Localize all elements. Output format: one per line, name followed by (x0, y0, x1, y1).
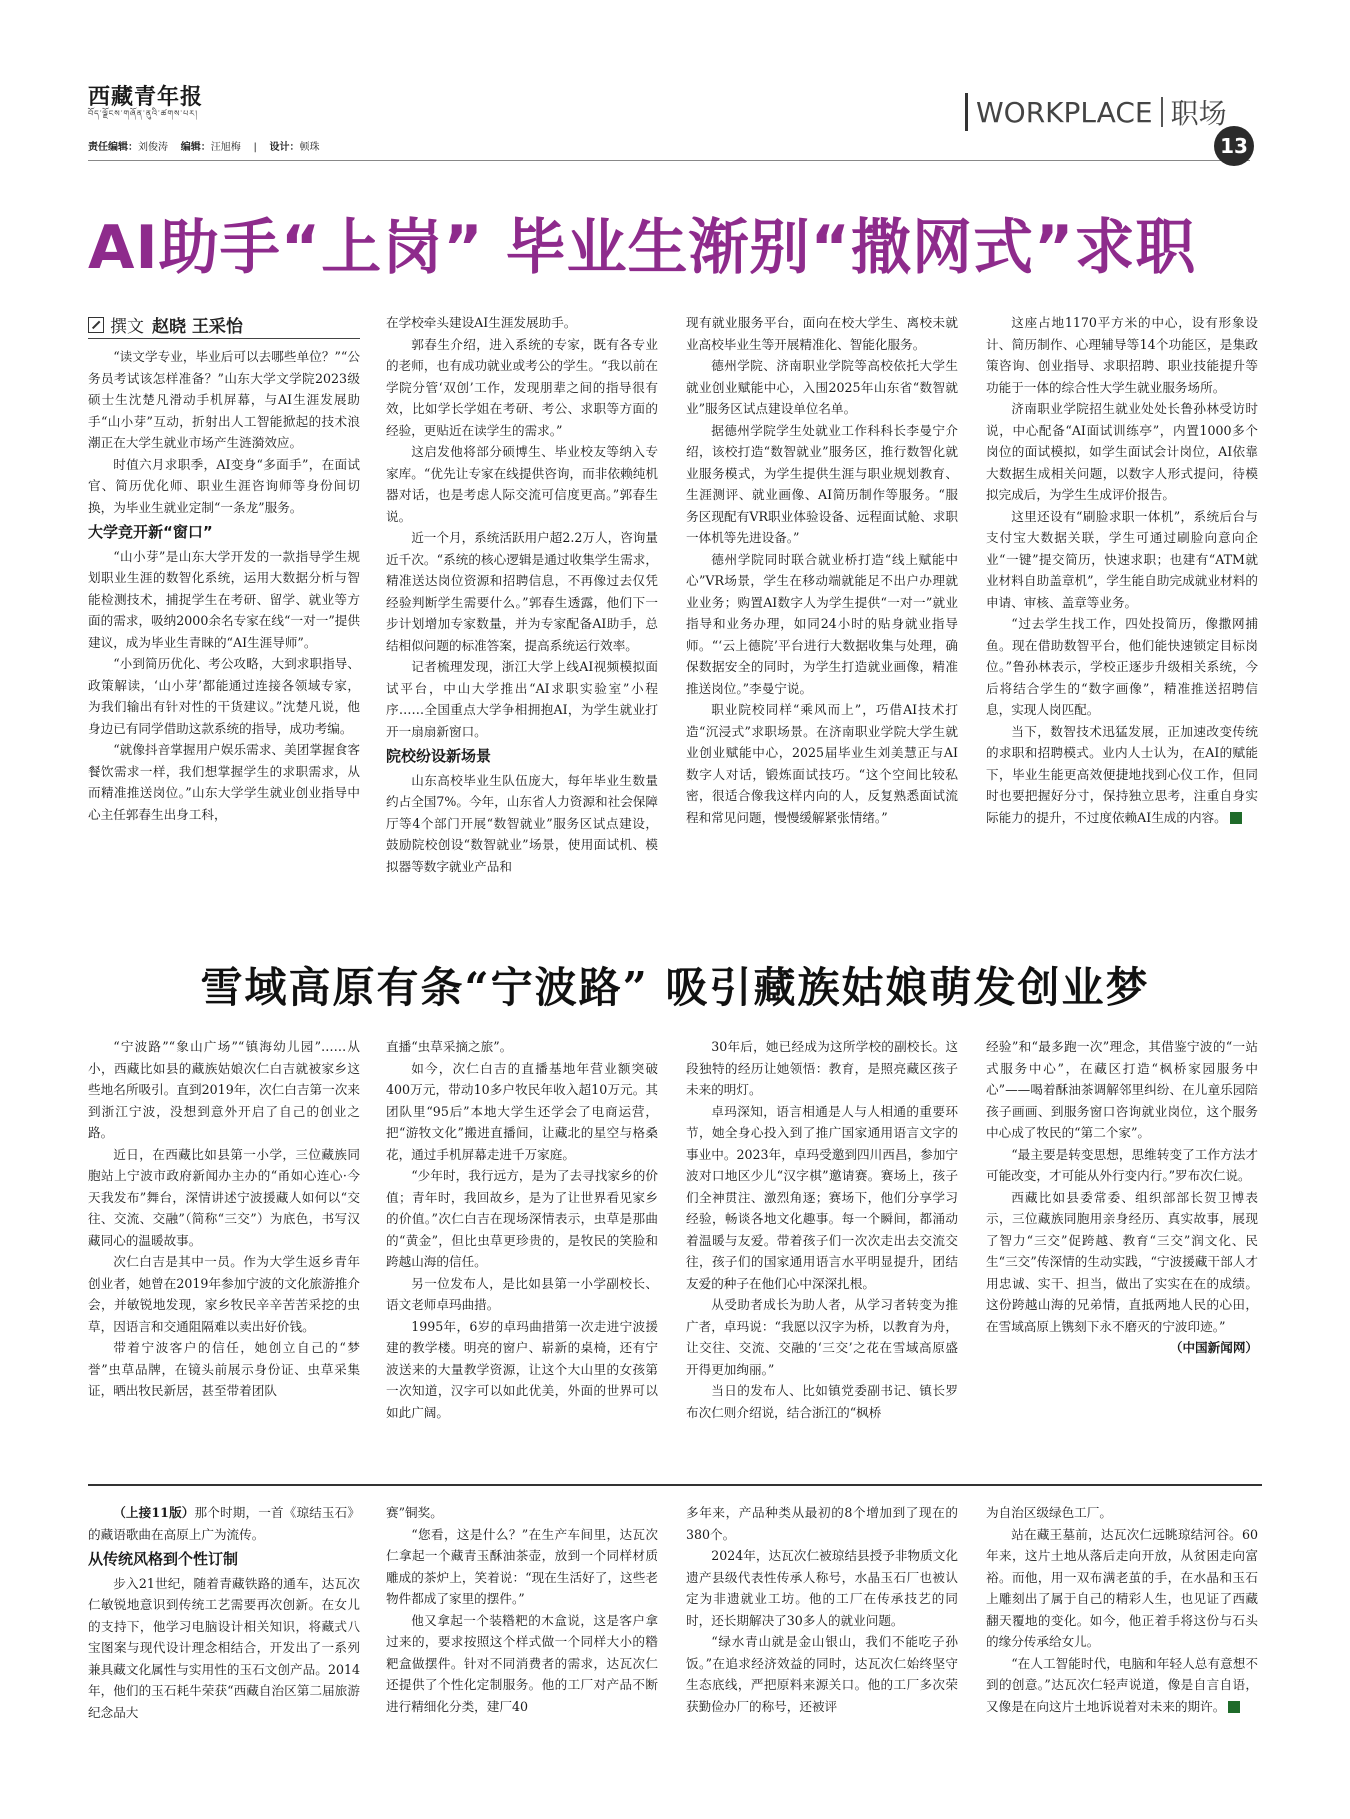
paragraph: 郭春生介绍，进入系统的专家，既有各专业的老师，也有成功就业或考公的学生。“我以前在学院分管‘双创’工作，发现朋辈之间的指导很有效，比如学长学姐在考研、考公、求职等方面的经验，更贴近在读学生的需求。” (386, 336, 658, 438)
paragraph (986, 721, 1258, 829)
paragraph: 职业院校同样“乘风而上”，巧借AI技术打造“沉浸式”求职场景。在济南职业学院大学生就业创业赋能中心，2025届毕业生刘美慧正与AI数字人对话，锻炼面试技巧。“这个空间比较私密，很适合像我这样内向的人，反复熟悉面试流程和常见问题，慢慢缓解紧张情绪。” (686, 702, 958, 825)
paragraph: “少年时，我行远方，是为了去寻找家乡的价值；青年时，我回故乡，是为了让世界看见家乡的价值。”次仁白吉在现场深情表示，虫草是那曲的“黄金”，但比虫草更珍贵的，是牧民的笑脸和跨越山海的信任。 (386, 1168, 658, 1269)
paragraph (986, 1653, 1258, 1718)
section-header (965, 93, 1227, 131)
subheading: 从传统风格到个性订制 (88, 1550, 239, 1568)
article2-column-1 (88, 1036, 360, 1466)
paragraph: 次仁白吉是其中一员。作为大学生返乡青年创业者，她曾在2019年参加宁波的文化旅游推介会，并敏锐地发现，家乡牧民辛辛苦苦采挖的虫草，因语言和交通阻隔难以卖出好价钱。 (88, 1254, 360, 1334)
end-mark-icon (1228, 1701, 1240, 1713)
article1-column-3 (686, 312, 958, 929)
section-divider (88, 1484, 1262, 1486)
section-bar (965, 93, 968, 131)
paragraph: “就像抖音掌握用户娱乐需求、美团掌握食客餐饮需求一样，我们想掌握学生的求职需求，从而精准推送岗位。”山东大学学生就业创业指导中心主任郭春生出身工科， (88, 742, 360, 822)
masthead-title: 西藏青年报 (88, 84, 204, 110)
paragraph: 从受助者成长为助人者，从学习者转变为推广者，卓玛说：“我愿以汉字为桥，以教育为舟，让交往、交流、交融的‘三交’之花在雪域高原盛开得更加绚丽。” (686, 1297, 958, 1377)
article2-column-3 (686, 1036, 958, 1466)
paragraph: “小到简历优化、考公攻略，大到求职指导、政策解读，‘山小芽’都能通过连接各领域专家，为我们输出有针对性的干货建议。”沈楚凡说，他身边已有同学借助这款系统的指导，成功考编。 (88, 656, 360, 736)
paragraph: “读文学专业，毕业后可以去哪些单位？”“公务员考试该怎样准备？”山东大学文学院2023级硕士生沈楚凡滑动手机屏幕，与AI生涯发展助手“山小芽”互动，折射出人工智能掀起的技术浪潮正在大学生就业市场产生涟漪效应。 (88, 349, 360, 450)
section-name-en: WORKPLACE (976, 95, 1153, 129)
credits (88, 138, 320, 153)
byline-label: 撰文 (110, 317, 144, 337)
paragraph: 济南职业学院招生就业处处长鲁孙林受访时说，中心配备“AI面试训练亭”，内置1000多个岗位的面试模拟，如学生面试会计岗位，AI依靠大数据生成相关问题，以数字人形式提问，待模拟完成后，为学生生成评价报告。 (986, 401, 1258, 502)
byline-names: 赵晓 王采怡 (152, 317, 243, 337)
article3-column-3 (686, 1502, 958, 1802)
paragraph (88, 1502, 360, 1545)
end-mark-icon (1230, 812, 1242, 824)
article1-column-4 (986, 312, 1258, 929)
copyeditor-label: 编辑： (180, 142, 211, 153)
paragraph: 现有就业服务平台，面向在校大学生、离校未就业高校毕业生等开展精准化、智能化服务。 (686, 315, 958, 352)
article3-column-4 (986, 1502, 1258, 1802)
continued-tag: （上接11版） (113, 1505, 195, 1520)
paragraph: 当日的发布人、比如镇党委副书记、镇长罗布次仁则介绍说，结合浙江的“枫桥 (686, 1383, 958, 1420)
paragraph: 记者梳理发现，浙江大学上线AI视频模拟面试平台，中山大学推出“AI求职实验室”小程序……全国重点大学争相拥抱AI，为学生就业打开一扇扇新窗口。 (386, 659, 658, 739)
paragraph: 他又拿起一个装糌粑的木盒说，这是客户拿过来的，要求按照这个样式做一个同样大小的糌粑盒做摆件。针对不同消费者的需求，达瓦次仁还提供了个性化定制服务。他的工厂对产品不断进行精细化分类，建厂40 (386, 1612, 658, 1714)
copyeditor: 汪旭梅 (210, 142, 241, 153)
subheading: 大学竞开新“窗口” (88, 523, 213, 541)
paragraph: “过去学生找工作，四处投简历，像撒网捕鱼。现在借助数智平台，他们能快速锁定目标岗位。”鲁孙林表示，学校正逐步升级相关系统，今后将结合学生的“数字画像”，精准推送招聘信息，实现人岗匹配。 (986, 616, 1258, 717)
article1-byline (88, 312, 243, 337)
article3-column-1 (88, 1502, 360, 1802)
paragraph: 另一位发布人，是比如县第一小学副校长、语文老师卓玛曲措。 (386, 1275, 658, 1312)
page-number: 13 (1214, 126, 1254, 166)
paragraph: 多年来，产品种类从最初的8个增加到了现在的380个。 (686, 1505, 958, 1542)
masthead-subtitle: བོད་ལྗོངས་གཞོན་ནུའི་ཚགས་པར། (88, 109, 198, 118)
paragraph: “山小芽”是山东大学开发的一款指导学生规划职业生涯的数智化系统，运用大数据分析与智能检测技术，捕捉学生在考研、留学、就业等方面的需求，吸纳2000余名专家在线“一对一”提供建议，成为毕业生青睐的“AI生涯导师”。 (88, 548, 360, 650)
paragraph: “您看，这是什么？”在生产车间里，达瓦次仁拿起一个藏青玉酥油茶壶，放到一个同样材质雕成的茶炉上，笑着说：“现在生活好了，这些老物件都成了家里的摆件。” (386, 1526, 658, 1606)
paragraph: 这启发他将部分硕博生、毕业校友等纳入专家库。“优先让专家在线提供咨询，而非依赖纯机器对话，也是考虑人际交流可信度更高。”郭春生说。 (386, 444, 658, 524)
paragraph: 直播“虫草采摘之旅”。 (386, 1039, 513, 1054)
paragraph: 德州学院、济南职业学院等高校依托大学生就业创业赋能中心，入围2025年山东省“数智就业”服务区试点建设单位名单。 (686, 358, 958, 416)
pen-icon (88, 317, 104, 333)
paragraph: “绿水青山就是金山银山，我们不能吃子孙饭。”在追求经济效益的同时，达瓦次仁始终坚守生态底线，严把原料来源关口。他的工厂多次荣获勤俭办厂的称号，还被评 (686, 1634, 958, 1714)
paragraph: 2024年，达瓦次仁被琼结县授予非物质文化遗产县级代表性传承人称号，水晶玉石厂也被认定为非遗就业工坊。他的工厂在传承技艺的同时，还长期解决了30多人的就业问题。 (686, 1548, 958, 1628)
paragraph: 30年后，她已经成为这所学校的副校长。这段独特的经历让她领悟：教育，是照亮藏区孩子未来的明灯。 (686, 1039, 958, 1097)
paragraph: 这座占地1170平方米的中心，设有形象设计、简历制作、心理辅导等14个功能区，是集政策咨询、创业指导、求职招聘、职业技能提升等功能于一体的综合性大学生就业服务场所。 (986, 315, 1258, 395)
paragraph: “宁波路”“象山广场”“镇海幼儿园”……从小，西藏比如县的藏族姑娘次仁白吉就被家乡这些地名所吸引。直到2019年，次仁白吉第一次来到浙江宁波，没想到意外开启了自己的创业之路。 (88, 1039, 360, 1140)
paragraph: 据德州学院学生处就业工作科科长李曼宁介绍，该校打造“数智就业”服务区，推行数智化就业服务模式，为学生提供生涯与职业规划教育、生涯测评、就业画像、AI简历制作等服务。“服务区现配有VR职业体验设备、远程面试舱、求职一体机等先进设备。” (686, 422, 958, 545)
paragraph: 德州学院同时联合就业桥打造“线上赋能中心”VR场景，学生在移动端就能足不出户办理就业业务；购置AI数字人为学生提供“一对一”就业指导和业务办理，如同24小时的贴身就业指导师。“‘云上德院’平台进行大数据收集与处理，确保数据安全的同时，为学生打造就业画像，精准推送岗位。”李曼宁说。 (686, 551, 958, 696)
paragraph: 近日，在西藏比如县第一小学，三位藏族同胞站上宁波市政府新闻办主办的“甬如心连心·今天我发布”舞台，深情讲述宁波援藏人如何以“交往、交流、交融”（简称“三交”）为底色，书写汉藏同心的温暖故事。 (88, 1146, 360, 1248)
paragraph: 近一个月，系统活跃用户超2.2万人，咨询量近千次。“系统的核心逻辑是通过收集学生需求，精准送达岗位资源和招聘信息，不再像过去仅凭经验判断学生需要什么。”郭春生透露，他们下一步计划增加专家数量，并为专家配备AI助手，总结相似问题的标准答案，提高系统运行效率。 (386, 530, 658, 653)
paragraph-text: 当下，数智技术迅猛发展，正加速改变传统的求职和招聘模式。业内人士认为，在AI的赋能下，毕业生能更高效便捷地找到心仪工作，但同时也要把握好分寸，保持独立思考，注重自身实际能力的提升，不过度依赖AI生成的内容。 (986, 723, 1258, 825)
paragraph: 这里还设有“刷脸求职一体机”，系统后台与支付宝大数据关联，学生可通过刷脸向意向企业“一键”提交简历，快速求职；也建有“ATM就业材料自助盖章机”，学生能自助完成就业材料的申请、审核、盖章等业务。 (986, 508, 1258, 610)
paragraph: 为自治区级绿色工厂。 (986, 1505, 1112, 1520)
paragraph: 如今，次仁白吉的直播基地年营业额突破400万元，带动10多户牧民年收入超10万元。其团队里“95后”本地大学生还学会了电商运营，把“游牧文化”搬进直播间，让藏北的星空与格桑花，通过手机屏幕走进千万家庭。 (386, 1060, 658, 1162)
paragraph: 西藏比如县委常委、组织部部长贺卫博表示，三位藏族同胞用亲身经历、真实故事，展现了智力“三交”促跨越、教育“三交”润文化、民生“三交”传深情的生动实践，“宁波援藏干部人才用忠诚、实干、担当，做出了实实在在的成绩。这份跨越山海的兄弟情，直抵两地人民的心田，在雪域高原上镌刻下永不磨灭的宁波印迹。” (986, 1189, 1258, 1334)
paragraph: 站在藏王墓前，达瓦次仁远眺琼结河谷。60年来，这片土地从落后走向开放，从贫困走向富裕。而他，用一双布满老茧的手，在水晶和玉石上雕刻出了属于自己的精彩人生，也见证了西藏翻天覆地的变化。如今，他正着手将这份与石头的缘分传承给女儿。 (986, 1526, 1258, 1649)
byline-rule (88, 338, 360, 339)
paragraph: 1995年，6岁的卓玛曲措第一次走进宁波援建的教学楼。明亮的窗户、崭新的桌椅，还有宁波送来的大量教学资源，让这个大山里的女孩第一次知道，汉字可以如此优美，外面的世界可以如此广阔。 (386, 1318, 658, 1420)
paragraph: 山东高校毕业生队伍庞大，每年毕业生数量约占全国7%。今年，山东省人力资源和社会保障厅等4个部门开展“数智就业”服务区试点建设，鼓励院校创设“数智就业”场景，使用面试机、模拟器等数字就业产品和 (386, 772, 658, 874)
paragraph: 在学校牵头建设AI生涯发展助手。 (386, 315, 577, 330)
article1-column-1 (88, 346, 360, 929)
editor: 刘俊涛 (138, 142, 168, 153)
paragraph: 带着宁波客户的信任，她创立自己的“梦誉”虫草品牌，在镜头前展示身份证、虫草采集证，晒出牧民新居，甚至带着团队 (88, 1340, 360, 1398)
paragraph-text: 那个时期，一首《琼结玉石》的藏语歌曲在高原上广为流传。 (88, 1505, 360, 1542)
editor-label: 责任编辑： (88, 142, 138, 153)
article3-column-2 (386, 1502, 658, 1802)
section-name-zh: 职场 (1170, 97, 1227, 130)
paragraph: 赛”铜奖。 (386, 1505, 443, 1520)
news-source: （中国新闻网） (1169, 1340, 1258, 1355)
article2-headline: 雪域高原有条“宁波路” 吸引藏族姑娘萌发创业梦 (200, 963, 1150, 1012)
article2-column-4 (986, 1036, 1258, 1466)
credits-separator: | (253, 142, 257, 153)
paragraph: 卓玛深知，语言相通是人与人相通的重要环节，她全身心投入到了推广国家通用语言文字的事业中。2023年，卓玛受邀到四川西昌，参加宁波对口地区少儿“汉字棋”邀请赛。赛场上，孩子们全神贯注、激烈角逐；赛场下，他们分享学习经验，畅谈各地文化趣事。每一个瞬间，都涌动着温暖与友爱。带着孩子们一次次走出去交流交往，孩子们的国家通用语言水平明显提升，团结友爱的种子在他们心中深深扎根。 (686, 1103, 958, 1291)
paragraph: 时值六月求职季，AI变身“多面手”，在面试官、简历优化师、职业生涯咨询师等身份间切换，为毕业生就业定制“一条龙”服务。 (88, 456, 360, 515)
design-label: 设计： (269, 142, 300, 153)
header-rule (88, 160, 1250, 161)
paragraph: 步入21世纪，随着青藏铁路的通车，达瓦次仁敏锐地意识到传统工艺需要再次创新。在女儿的支持下，他学习电脑设计相关知识，将藏式八宝图案与现代设计理念相结合，开发出了一系列兼具藏文化属性与实用性的玉石文创产品。2014年，他们的玉石耗牛荣获“西藏自治区第二届旅游纪念品大 (88, 1575, 360, 1720)
article2-column-2 (386, 1036, 658, 1466)
article1-headline: AI助手“上岗” 毕业生渐别“撒网式”求职 (88, 213, 1197, 283)
section-separator (1161, 97, 1163, 127)
paragraph: 经验”和“最多跑一次”理念，其借鉴宁波的“一站式服务中心”，在藏区打造“枫桥家园服务中心”——喝着酥油茶调解邻里纠纷、在儿童乐园陪孩子画画、到服务窗口咨询就业岗位，这个服务中心成了牧民的“第二个家”。 (986, 1039, 1258, 1140)
designer: 顿珠 (299, 142, 320, 153)
paragraph: “最主要是转变思想，思维转变了工作方法才可能改变，才可能从外行变内行。”罗布次仁说。 (986, 1146, 1258, 1183)
article1-column-2 (386, 312, 658, 929)
subheading: 院校纷设新场景 (386, 747, 492, 765)
paragraph-text: “在人工智能时代，电脑和年轻人总有意想不到的创意。”达瓦次仁轻声说道，像是自言自语，又像是在向这片土地诉说着对未来的期许。 (986, 1655, 1258, 1714)
